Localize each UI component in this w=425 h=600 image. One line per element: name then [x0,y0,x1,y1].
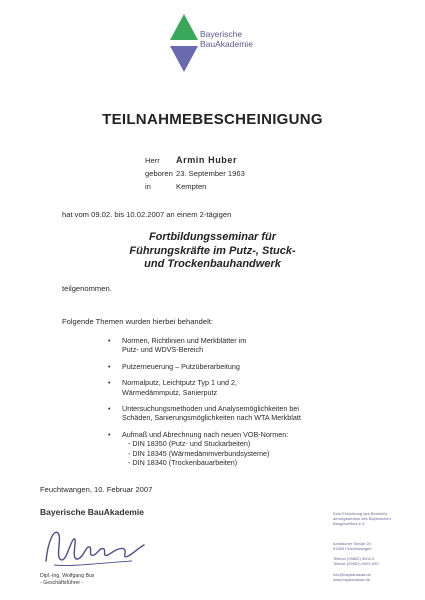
logo-line-2: BauAkademie [200,39,253,49]
topic-line: Normalputz, Leichtputz Typ 1 und 2, [122,378,237,388]
attendance-text: hat vom 09.02. bis 10.02.2007 an einem 2-tägigen [62,210,232,219]
bullet-icon: • [108,361,111,371]
footer-address [333,541,423,551]
participated-text: teilgenommen. [62,284,112,293]
seminar-line-1: Fortbildungsseminar für [148,231,277,243]
bauakademie-logo-icon [166,14,202,72]
topic-line: Aufmaß und Abrechnung nach neuen VOB-Normen: [122,429,289,439]
signer-block [40,573,94,586]
seminar-title [0,231,425,272]
din-item: - DIN 18345 (Wärmedämmverbundsysteme) [128,448,270,458]
born-label: geboren [145,169,173,178]
logo-wordmark [200,29,253,49]
topics-list [108,336,338,474]
bullet-icon: • [108,429,111,439]
signer-name: Dipl.-Ing. Wolfgang Bux [40,573,95,579]
footer-desc-line: derungswerkes des Bayerischen [333,516,391,521]
footer-email: info@baybauakad.de [333,572,371,577]
list-item [108,378,338,397]
born-date: 23. September 1963 [176,169,245,178]
topic-line: Wärmedämmputz, Sanierputz [122,387,218,397]
logo-line-1: Bayerische [200,29,243,39]
seminar-line-3: und Trockenbauhandwerk [144,258,281,270]
list-item [108,430,338,468]
birth-place: Kempten [176,182,207,191]
footer-online [333,572,423,582]
topics-intro: Folgende Themen wurden hierbei behandelt: [62,317,213,326]
footer-city: 91555 Feuchtwangen [333,546,372,551]
signer-title: - Geschäftsführer - [40,579,84,586]
certificate-title: TEILNAHMEBESCHEINIGUNG [102,111,323,128]
footer-web: www.baybauakad.de [333,577,370,582]
footer-description [333,511,423,526]
bullet-icon: • [108,404,111,414]
topic-line: Putzerneuerung – Putzüberarbeitung [122,361,240,371]
footer-desc-line: Eine Einrichtung des Berufsför- [333,511,389,516]
list-item [108,362,338,371]
footer-contact [333,556,423,566]
din-item: - DIN 18340 (Trockenbauarbeiten) [128,458,238,468]
signature-image [40,521,150,573]
footer-street: Ansbacher Straße 20 [333,541,371,546]
topic-line: Untersuchungsmethoden und Analysemöglichkeiten bei [122,404,300,414]
participant-name: Armin Huber [176,155,238,165]
footer-desc-line: Baugewerbes e.V. [333,521,366,526]
list-item [108,336,338,355]
topic-line: Putz- und WDVS-Bereich [122,345,204,355]
bullet-icon: • [108,378,111,388]
topic-line: Schäden, Sanierungsmöglichkeiten nach WTA Merkblatt [122,413,301,423]
organization-name: Bayerische BauAkademie [40,507,144,517]
footer-phone: Telefon (09852) 9002-0 [333,556,375,561]
topic-line: Normen, Richtlinien und Merkblätter im [122,336,247,345]
place-label: in [145,182,151,191]
salutation-label: Herr [145,156,160,165]
footer-fax: Telefax (09852) 9002-999 [333,561,379,566]
place-date: Feuchtwangen, 10. Februar 2007 [40,485,153,494]
seminar-line-2: Führungskräfte im Putz-, Stuck- [129,244,296,257]
list-item [108,404,338,423]
din-item: - DIN 18350 (Putz- und Stuckarbeiten) [128,439,251,449]
bullet-icon: • [108,336,111,345]
